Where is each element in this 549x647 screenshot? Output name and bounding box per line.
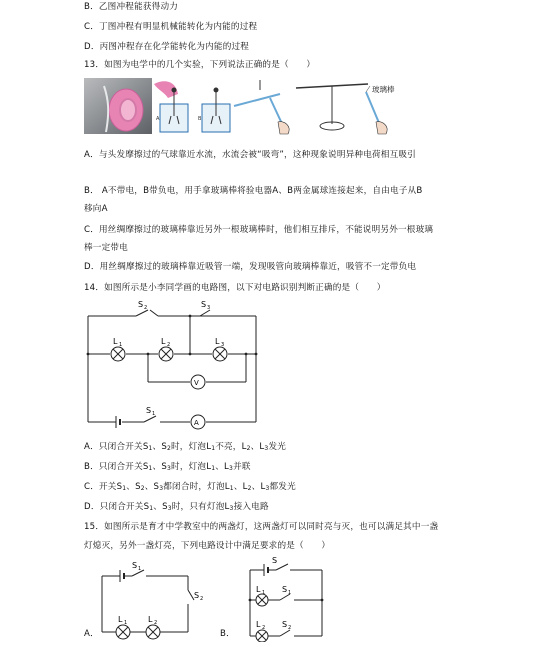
q14-option-c: C．开关S1、S2、S3都闭合时，灯泡L1、L2、L3都发光: [84, 482, 296, 492]
svg-text:1: 1: [138, 566, 142, 572]
q14-option-b: B．只闭合开关S1、S3时，灯泡L1、L3并联: [84, 462, 251, 472]
q13-stem: 13．如图为电学中的几个实验，下列说法正确的是（ ）: [84, 60, 316, 70]
svg-text:S: S: [282, 620, 288, 629]
svg-text:S: S: [132, 561, 138, 570]
q12-option-d: D．丙图冲程存在化学能转化为内能的过程: [84, 42, 250, 52]
q15-stem-line1: 15．如图所示是育才中学教室中的两盏灯，这两盏灯可以同时亮与灭，也可以满足其中一盏: [84, 522, 439, 532]
label-l1: L: [113, 337, 118, 346]
svg-text:L: L: [148, 615, 153, 624]
svg-text:L: L: [256, 585, 261, 594]
label-s2: S: [138, 300, 144, 309]
q13-option-b-line2: 移向A: [84, 204, 108, 214]
q15-circuit-b: [242, 556, 352, 642]
q13-experiments-figure: [84, 76, 484, 138]
label-b: B: [198, 116, 202, 122]
svg-text:S: S: [194, 591, 200, 600]
svg-text:2: 2: [262, 625, 266, 631]
label-s1: S: [146, 406, 152, 415]
q13-option-a: A．与头发摩擦过的气球靠近水流，水流会被“吸弯”，这种现象说明异种电荷相互吸引: [84, 150, 416, 160]
q13-option-d: D．用丝绸摩擦过的玻璃棒靠近吸管一端，发现吸管向玻璃棒靠近，吸管不一定带负电: [84, 262, 417, 272]
q15-fig-b-label: B．: [220, 629, 235, 639]
balloon-photo: [84, 78, 152, 134]
svg-text:1: 1: [262, 590, 266, 596]
q14-circuit-diagram: [80, 296, 280, 436]
label-l3: L: [215, 337, 220, 346]
q13-option-c-line2: 棒一定带电: [84, 243, 128, 253]
svg-text:3: 3: [221, 342, 225, 348]
svg-text:2: 2: [288, 625, 292, 631]
q15-stem-line2: 灯熄灭，另外一盏灯亮，下列电路设计中满足要求的是（ ）: [84, 541, 331, 551]
ammeter-label: A: [194, 419, 199, 427]
svg-text:2: 2: [154, 620, 158, 626]
q14-option-a: A．只闭合开关S1、S2时，灯泡L1不亮，L2、L3发光: [84, 442, 287, 452]
svg-text:2: 2: [200, 596, 204, 602]
q13-option-c-line1: C．用丝绸摩擦过的玻璃棒靠近另外一根玻璃棒时，他们相互排斥，不能说明另外一根玻璃: [84, 225, 434, 235]
q15-circuit-a: [96, 556, 216, 642]
label-s3: S: [201, 300, 207, 309]
svg-text:L: L: [118, 615, 123, 624]
label-l2: L: [161, 337, 166, 346]
label-a: A: [156, 116, 160, 122]
q13-option-b-line1: B． A不带电，B带负电，用手拿玻璃棒将验电器A、B两金属球连接起来，自由电子从B: [84, 186, 423, 196]
svg-text:S: S: [272, 556, 278, 565]
svg-text:1: 1: [288, 590, 292, 596]
glass-rod-label: 玻璃棒: [372, 85, 395, 94]
q14-option-d: D．只闭合开关S1、S3时，只有灯泡L3接入电路: [84, 502, 269, 512]
svg-text:S: S: [282, 585, 288, 594]
svg-text:1: 1: [152, 411, 156, 417]
svg-text:1: 1: [119, 342, 123, 348]
voltmeter-label: V: [194, 379, 199, 387]
q12-option-b: B．乙图冲程能获得动力: [84, 2, 179, 12]
q15-fig-a-label: A．: [84, 629, 99, 639]
glass-rods: [234, 80, 289, 134]
svg-text:1: 1: [124, 620, 128, 626]
q12-option-c: C．丁图冲程有明显机械能转化为内能的过程: [84, 22, 258, 32]
q14-stem: 14．如图所示是小李同学画的电路图，以下对电路识别判断正确的是（ ）: [84, 283, 386, 293]
svg-text:3: 3: [207, 305, 211, 311]
svg-text:2: 2: [167, 342, 171, 348]
svg-text:2: 2: [144, 305, 148, 311]
svg-text:L: L: [256, 620, 261, 629]
